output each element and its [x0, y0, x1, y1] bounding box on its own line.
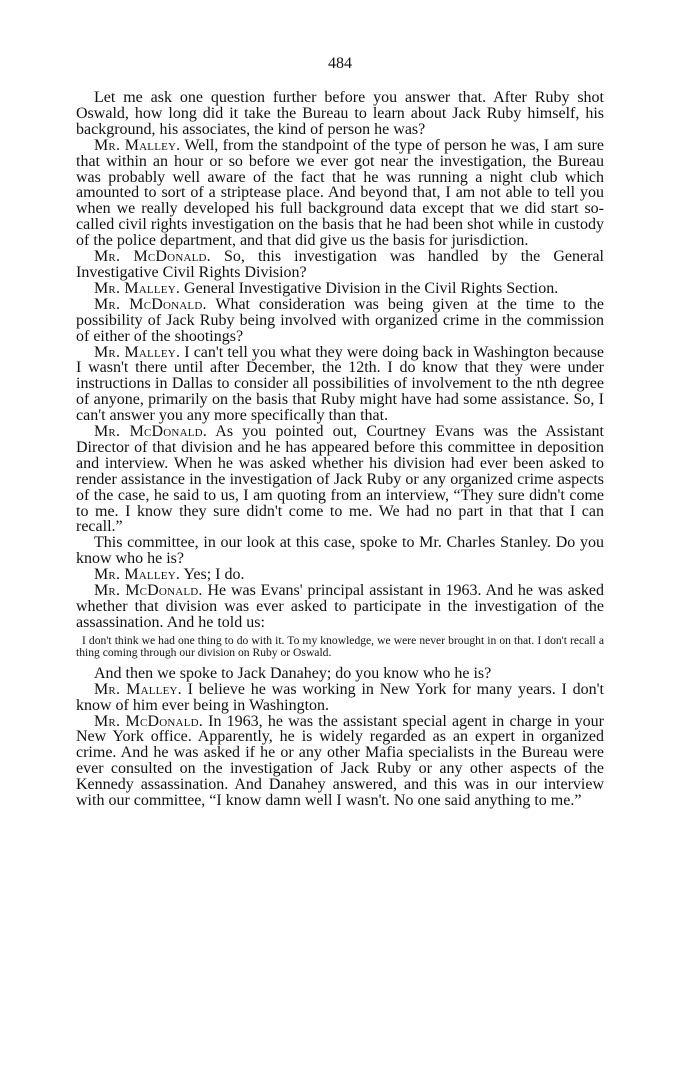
paragraph-text: And then we spoke to Jack Danahey; do you know who he is? — [94, 664, 492, 682]
paragraph-text: Let me ask one question further before you answer that. After Ruby shot Oswald, how long did it take the Bureau to learn about Jack Ruby himself, his background, his associates, the kind of person he was? — [76, 89, 604, 138]
speaker-name: Mr. McDonald. — [94, 248, 211, 266]
paragraph-text: As you pointed out, Courtney Evans was the Assistant Director of that division and he has appeared before this committee in deposition and interview. When he was asked whether his division had ever been asked to render assistance in the investigation of Jack Ruby or any organized crime aspects of the case, he said to us, I am quoting from an interview, “They sure didn't come to me. I know they sure didn't come to me. We had no part in that that I can recall.” — [76, 423, 605, 536]
paragraph — [76, 666, 604, 682]
paragraph-text: This committee, in our look at this case, spoke to Mr. Charles Stanley. Do you know who he is? — [76, 534, 604, 568]
speaker-name: Mr. McDonald. — [94, 582, 203, 600]
paragraph — [76, 345, 604, 425]
paragraph-text: In 1963, he was the assistant special agent in charge in your New York office. Apparently, he is widely regarded as an expert in organized crime. And he was asked if he or any other Mafia specialists in the Bureau were ever consulted on the investigation of Jack Ruby or any other aspects of the Kennedy assassination. And Danahey answered, and this was in our interview with our committee, “I know damn well I wasn't. No one said anything to me.” — [76, 712, 604, 810]
speaker-name: Mr. Malley. — [94, 566, 181, 584]
speaker-name: Mr. Malley. — [94, 279, 181, 297]
paragraph-text: What consideration was being given at the time to the possibility of Jack Ruby being involved with organized crime in the commission of either of the shootings? — [76, 295, 604, 345]
paragraph-text: General Investigative Division in the Civil Rights Section. — [180, 279, 559, 297]
speaker-name: Mr. McDonald. — [94, 712, 203, 730]
paragraph — [76, 567, 604, 583]
paragraph — [76, 682, 604, 714]
document-page — [76, 54, 604, 809]
paragraph — [76, 714, 604, 809]
paragraph-text: Yes; I do. — [180, 566, 245, 584]
speaker-name: Mr. Malley. — [94, 680, 182, 698]
paragraph — [76, 138, 604, 249]
speaker-name: Mr. McDonald. — [94, 295, 207, 313]
paragraph-text: I believe he was working in New York for many years. I don't know of him ever being in Washington. — [76, 680, 604, 714]
page-number: 484 — [328, 55, 352, 72]
speaker-name: Mr. Malley. — [94, 343, 181, 361]
paragraph — [76, 90, 604, 138]
testimony-body — [76, 90, 604, 809]
paragraph-text: I can't tell you what they were doing back in Washington because I wasn't there until after December, the 12th. I do know that they were under instructions in Dallas to consider all possibilities of involvement to the nth degree of anyone, primarily on the basis that Ruby might have had some assistance. So, I can't answer you any more specifically than that. — [76, 343, 604, 425]
paragraph — [76, 535, 604, 567]
speaker-name: Mr. Malley. — [94, 136, 181, 154]
paragraph — [76, 281, 604, 297]
paragraph — [76, 583, 604, 631]
paragraph-text: So, this investigation was handled by the General Investigative Civil Rights Division? — [76, 248, 604, 281]
block-quote: I don't think we had one thing to do with it. To my knowledge, we were never brought in on that. I don't recall a thing coming through our division on Ruby or Oswald. — [76, 633, 604, 659]
paragraph-text: He was Evans' principal assistant in 1963. And he was asked whether that division was ever asked to participate in the investigation of the assassination. And he told us: — [76, 582, 605, 631]
speaker-name: Mr. McDonald. — [94, 423, 207, 441]
paragraph — [76, 424, 604, 535]
paragraph-text: Well, from the standpoint of the type of person he was, I am sure that within an hour or so before we ever got near the investigation, the Bureau was probably well aware of the fact that he was running a night club which amounted to sort of a striptease place. And beyond that, I am not able to tell you when we really developed his full background data except that we did start so-called civil rights investigation on the basis that he had been shot while in custody of the police department, and that did give us the basis for jurisdiction. — [76, 136, 604, 250]
paragraph — [76, 297, 604, 345]
paragraph — [76, 249, 604, 281]
